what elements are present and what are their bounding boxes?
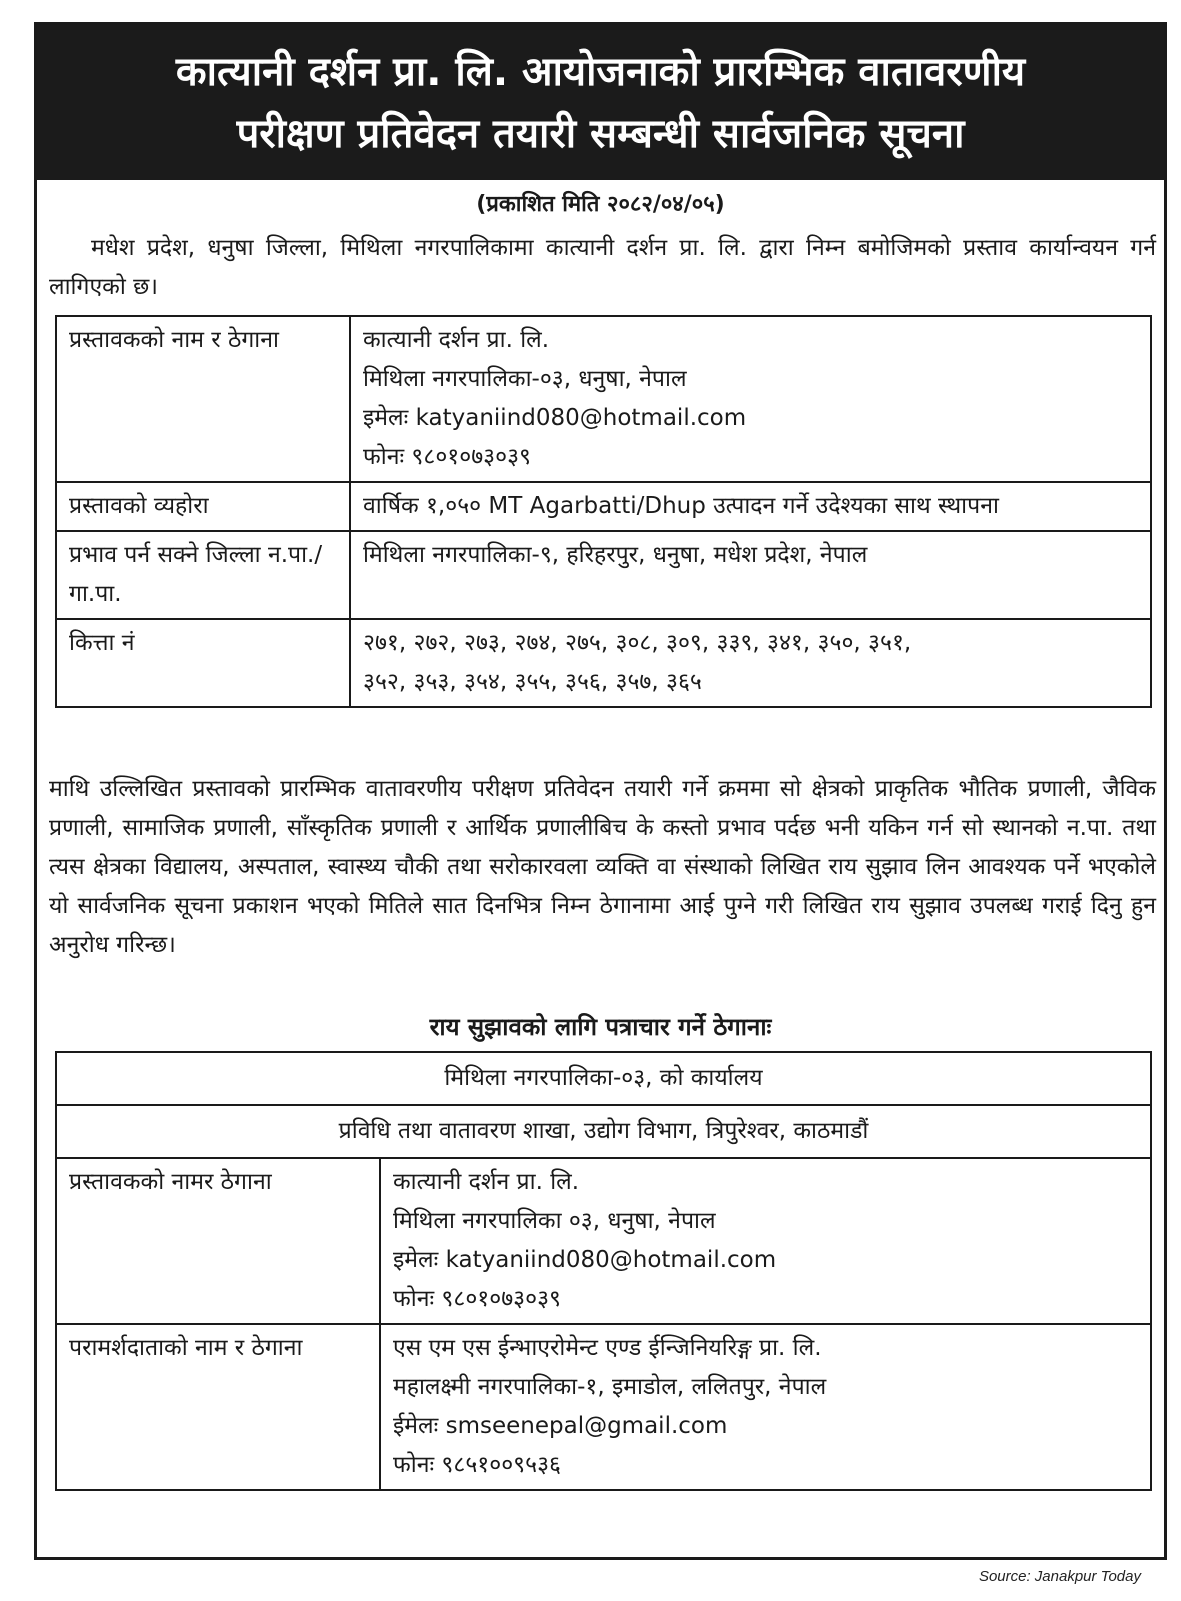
consultant-email: ईमेलः smseenepal@gmail.com <box>393 1413 728 1439</box>
plot-numbers-line-2: ३५२, ३५३, ३५४, ३५५, ३५६, ३५७, ३६५ <box>363 669 702 695</box>
proponent-phone-2: फोनः ९८०१०७३०३९ <box>393 1286 562 1312</box>
proponent-address: मिथिला नगरपालिका-०३, धनुषा, नेपाल <box>363 366 687 392</box>
proposal-table <box>55 315 1152 708</box>
table-row <box>56 1105 1151 1158</box>
consultant-address: महालक्ष्मी नगरपालिका-१, इमाडोल, ललितपुर, नेपाल <box>393 1374 827 1400</box>
proponent-email: इमेलः katyaniind080@hotmail.com <box>363 405 747 431</box>
municipality-office: मिथिला नगरपालिका-०३, को कार्यालय <box>56 1052 1151 1105</box>
table-row <box>56 531 1151 619</box>
plot-numbers-line-1: २७१, २७२, २७३, २७४, २७५, ३०८, ३०९, ३३९, ३४१, ३५०, ३५१, <box>363 630 912 656</box>
consultant-name: एस एम एस ईन्भाएरोमेन्ट एण्ड ईन्जिनियरिङ्ग प्रा. लि. <box>393 1335 822 1361</box>
consultant-details <box>380 1324 1151 1490</box>
notice-title-line-1: कात्यानी दर्शन प्रा. लि. आयोजनाको प्रारम्भिक वातावरणीय <box>175 48 1026 95</box>
table-row <box>56 1052 1151 1105</box>
body-paragraph: माथि उल्लिखित प्रस्तावको प्रारम्भिक वातावरणीय परीक्षण प्रतिवेदन तयारी गर्ने क्रममा सो क्षेत्रको प्राकृतिक भौतिक प्रणाली, जैविक प्रणाली, सामाजिक प्रणाली, साँस्कृतिक प्रणाली र आर्थिक प्रणालीबिच के कस्तो प्रभाव पर्दछ भनी यकिन गर्न सो स्थानको न.पा. तथा त्यस क्षेत्रका विद्यालय, अस्पताल, स्वास्थ्य चौकी तथा सरोकारवला व्यक्ति वा संस्थाको लिखित राय सुझाव लिन आवश्यक पर्ने भएकोले यो सार्वजनिक सूचना प्रकाशन भएको मितिले सात दिनभित्र निम्न ठेगानामा आई पुग्ने गरी लिखित राय सुझाव उपलब्ध गराई दिनु हुन अनुरोध गरिन्छ। <box>49 776 1156 958</box>
notice-title-line-2: परीक्षण प्रतिवेदन तयारी सम्बन्धी सार्वजनिक सूचना <box>236 110 965 157</box>
affected-area-label: प्रभाव पर्न सक्ने जिल्ला न.पा./गा.पा. <box>56 531 350 619</box>
proponent-email-2: इमेलः katyaniind080@hotmail.com <box>393 1247 777 1273</box>
source-credit: Source: Janakpur Today <box>978 1568 1141 1585</box>
table-row <box>56 482 1151 531</box>
proponent-name-2: कात्यानी दर्शन प्रा. लि. <box>393 1169 580 1195</box>
proposal-label: प्रस्तावको व्यहोरा <box>56 482 350 531</box>
proponent-phone: फोनः ९८०१०७३०३९ <box>363 444 532 470</box>
proponent-details <box>350 316 1151 482</box>
publish-date: (प्रकाशित मिति २०८२/०४/०५) <box>476 192 725 217</box>
plot-number-label: कित्ता नं <box>56 619 350 707</box>
proponent-name: कात्यानी दर्शन प्रा. लि. <box>363 327 550 353</box>
affected-area-value: मिथिला नगरपालिका-९, हरिहरपुर, धनुषा, मधेश प्रदेश, नेपाल <box>350 531 1151 619</box>
plot-numbers <box>350 619 1151 707</box>
proponent-label-2: प्रस्तावकको नामर ठेगाना <box>56 1158 380 1324</box>
notice-frame <box>34 22 1167 1560</box>
table-row <box>56 316 1151 482</box>
proponent-label: प्रस्तावकको नाम र ठेगाना <box>56 316 350 482</box>
consultant-label: परामर्शदाताको नाम र ठेगाना <box>56 1324 380 1490</box>
proponent-details-2 <box>380 1158 1151 1324</box>
department-office: प्रविधि तथा वातावरण शाखा, उद्योग विभाग, त्रिपुरेश्वर, काठमाडौं <box>56 1105 1151 1158</box>
intro-paragraph: मधेश प्रदेश, धनुषा जिल्ला, मिथिला नगरपालिकामा कात्यानी दर्शन प्रा. लि. द्वारा निम्न बमोजिमको प्रस्ताव कार्यान्वयन गर्न लागिएको छ। <box>49 235 1156 300</box>
notice-header <box>37 25 1164 180</box>
address-table <box>55 1051 1152 1491</box>
table-row <box>56 1324 1151 1490</box>
table-row <box>56 1158 1151 1324</box>
address-section-title: राय सुझावको लागि पत्राचार गर्ने ठेगानाः <box>429 1013 772 1041</box>
proponent-address-2: मिथिला नगरपालिका ०३, धनुषा, नेपाल <box>393 1208 716 1234</box>
proposal-value: वार्षिक १,०५० MT Agarbatti/Dhup उत्पादन गर्ने उदेश्यका साथ स्थापना <box>350 482 1151 531</box>
table-row <box>56 619 1151 707</box>
consultant-phone: फोनः ९८५१००९५३६ <box>393 1452 562 1478</box>
